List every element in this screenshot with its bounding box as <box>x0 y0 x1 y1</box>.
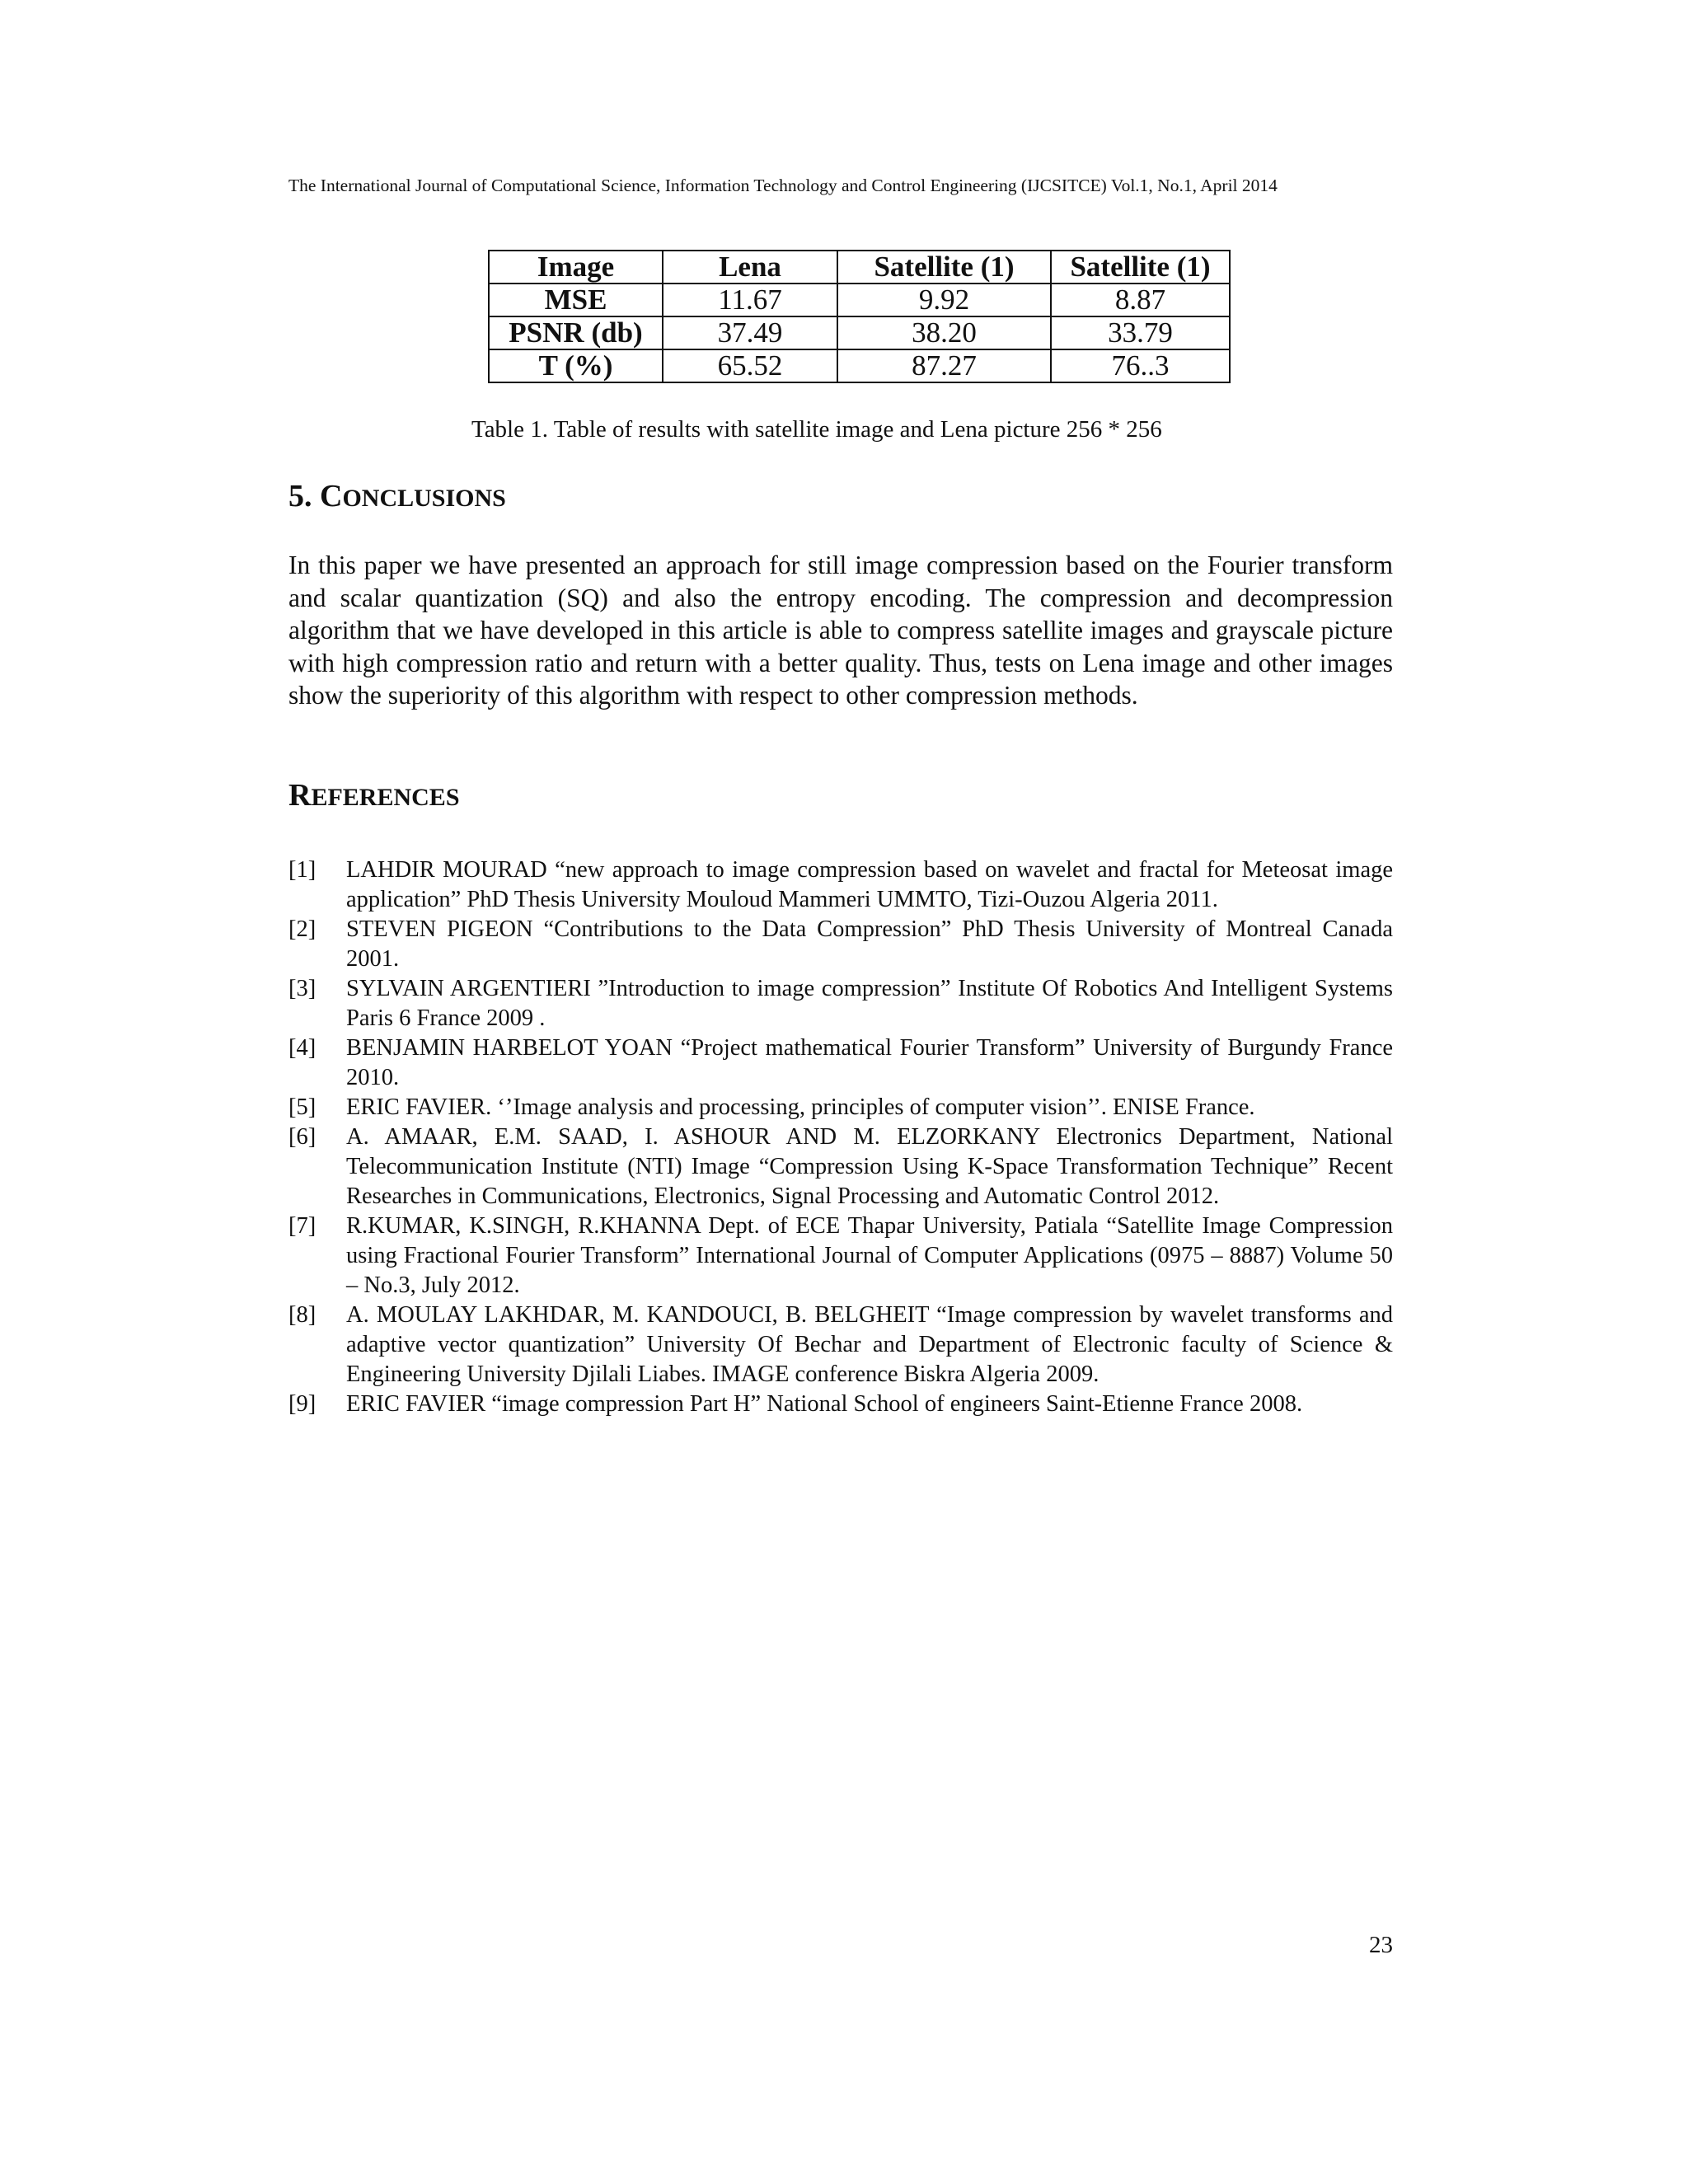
table-header-cell: Image <box>489 251 663 284</box>
table-row-label: T (%) <box>489 349 663 382</box>
reference-number: [8] <box>288 1302 316 1328</box>
results-table <box>488 250 1231 383</box>
reference-number: [9] <box>288 1391 316 1417</box>
table-row <box>489 316 1230 349</box>
reference-text: ERIC FAVIER “image compression Part H” National School of engineers Saint-Etienne France 2008. <box>346 1391 1303 1417</box>
table-cell: 11.67 <box>663 284 837 316</box>
reference-text: BENJAMIN HARBELOT YOAN “Project mathematical Fourier Transform” University of Burgundy France 2010. <box>346 1035 1393 1090</box>
reference-number: [7] <box>288 1213 316 1239</box>
conclusions-heading-initial: C <box>320 479 343 513</box>
reference-item <box>288 1093 1393 1122</box>
table-row-label: MSE <box>489 284 663 316</box>
table-cell: 38.20 <box>837 316 1051 349</box>
conclusions-heading <box>288 478 506 517</box>
table-header-cell: Lena <box>663 251 837 284</box>
reference-item <box>288 855 1393 915</box>
reference-number: [3] <box>288 976 316 1001</box>
running-header: The International Journal of Computational Science, Information Technology and Control Engineering (IJCSITCE) Vol.1, No.1, April 2014 <box>288 176 1278 195</box>
references-heading-initial: R <box>288 778 312 813</box>
table-header-row <box>489 251 1230 284</box>
reference-item <box>288 1212 1393 1301</box>
reference-text: A. AMAAR, E.M. SAAD, I. ASHOUR AND M. ELZORKANY Electronics Department, National Telecommunication Institute (NTI) Image “Compression Using K-Space Transformation Technique” Recent Researches in Communications, Electronics, Signal Processing and Automatic Control 2012. <box>346 1124 1393 1209</box>
reference-number: [6] <box>288 1124 316 1150</box>
reference-text: ERIC FAVIER. ‘’Image analysis and processing, principles of computer vision’’. ENISE France. <box>346 1094 1255 1120</box>
table-cell: 76..3 <box>1051 349 1230 382</box>
references-heading-rest: EFERENCES <box>311 784 460 811</box>
table-cell: 87.27 <box>837 349 1051 382</box>
table-cell: 8.87 <box>1051 284 1230 316</box>
reference-number: [5] <box>288 1094 316 1120</box>
reference-text: SYLVAIN ARGENTIERI ”Introduction to image compression” Institute Of Robotics And Intelligent Systems Paris 6 France 2009 . <box>346 976 1393 1031</box>
table-row <box>489 284 1230 316</box>
reference-item <box>288 915 1393 974</box>
table-row <box>489 349 1230 382</box>
reference-number: [4] <box>288 1035 316 1061</box>
table-caption: Table 1. Table of results with satellite image and Lena picture 256 * 256 <box>471 416 1162 443</box>
references-list <box>288 855 1393 1419</box>
conclusions-heading-number: 5. <box>288 479 312 513</box>
table-cell: 37.49 <box>663 316 837 349</box>
table-cell: 9.92 <box>837 284 1051 316</box>
page-number: 23 <box>1369 1932 1393 1958</box>
reference-item <box>288 1122 1393 1212</box>
reference-item <box>288 974 1393 1033</box>
conclusions-paragraph: In this paper we have presented an approach for still image compression based on the Fourier transform and scalar quantization (SQ) and also the entropy encoding. The compression and decompression algorithm that we have developed in this article is able to compress satellite images and grayscale picture with high compression ratio and return with a better quality. Thus, tests on Lena image and other images show the superiority of this algorithm with respect to other compression methods. <box>288 551 1393 710</box>
table-row-label: PSNR (db) <box>489 316 663 349</box>
table-header-cell: Satellite (1) <box>837 251 1051 284</box>
reference-text: R.KUMAR, K.SINGH, R.KHANNA Dept. of ECE Thapar University, Patiala “Satellite Image Compression using Fractional Fourier Transform” International Journal of Computer Applications (0975 – 8887) Volume 50 – No.3, July 2012. <box>346 1213 1393 1298</box>
reference-item <box>288 1390 1393 1419</box>
reference-number: [2] <box>288 916 316 942</box>
reference-number: [1] <box>288 857 316 883</box>
table-cell: 33.79 <box>1051 316 1230 349</box>
reference-item <box>288 1033 1393 1093</box>
reference-text: A. MOULAY LAKHDAR, M. KANDOUCI, B. BELGHEIT “Image compression by wavelet transforms and adaptive vector quantization” University Of Bechar and Department of Electronic faculty of Science & Engineering University Djilali Liabes. IMAGE conference Biskra Algeria 2009. <box>346 1302 1393 1387</box>
conclusions-heading-rest: ONCLUSIONS <box>342 485 506 512</box>
reference-text: LAHDIR MOURAD “new approach to image compression based on wavelet and fractal for Meteosat image application” PhD Thesis University Mouloud Mammeri UMMTO, Tizi-Ouzou Algeria 2011. <box>346 857 1393 912</box>
reference-text: STEVEN PIGEON “Contributions to the Data Compression” PhD Thesis University of Montreal Canada 2001. <box>346 916 1393 972</box>
table-cell: 65.52 <box>663 349 837 382</box>
table-header-cell: Satellite (1) <box>1051 251 1230 284</box>
references-heading <box>288 777 460 816</box>
reference-item <box>288 1301 1393 1390</box>
